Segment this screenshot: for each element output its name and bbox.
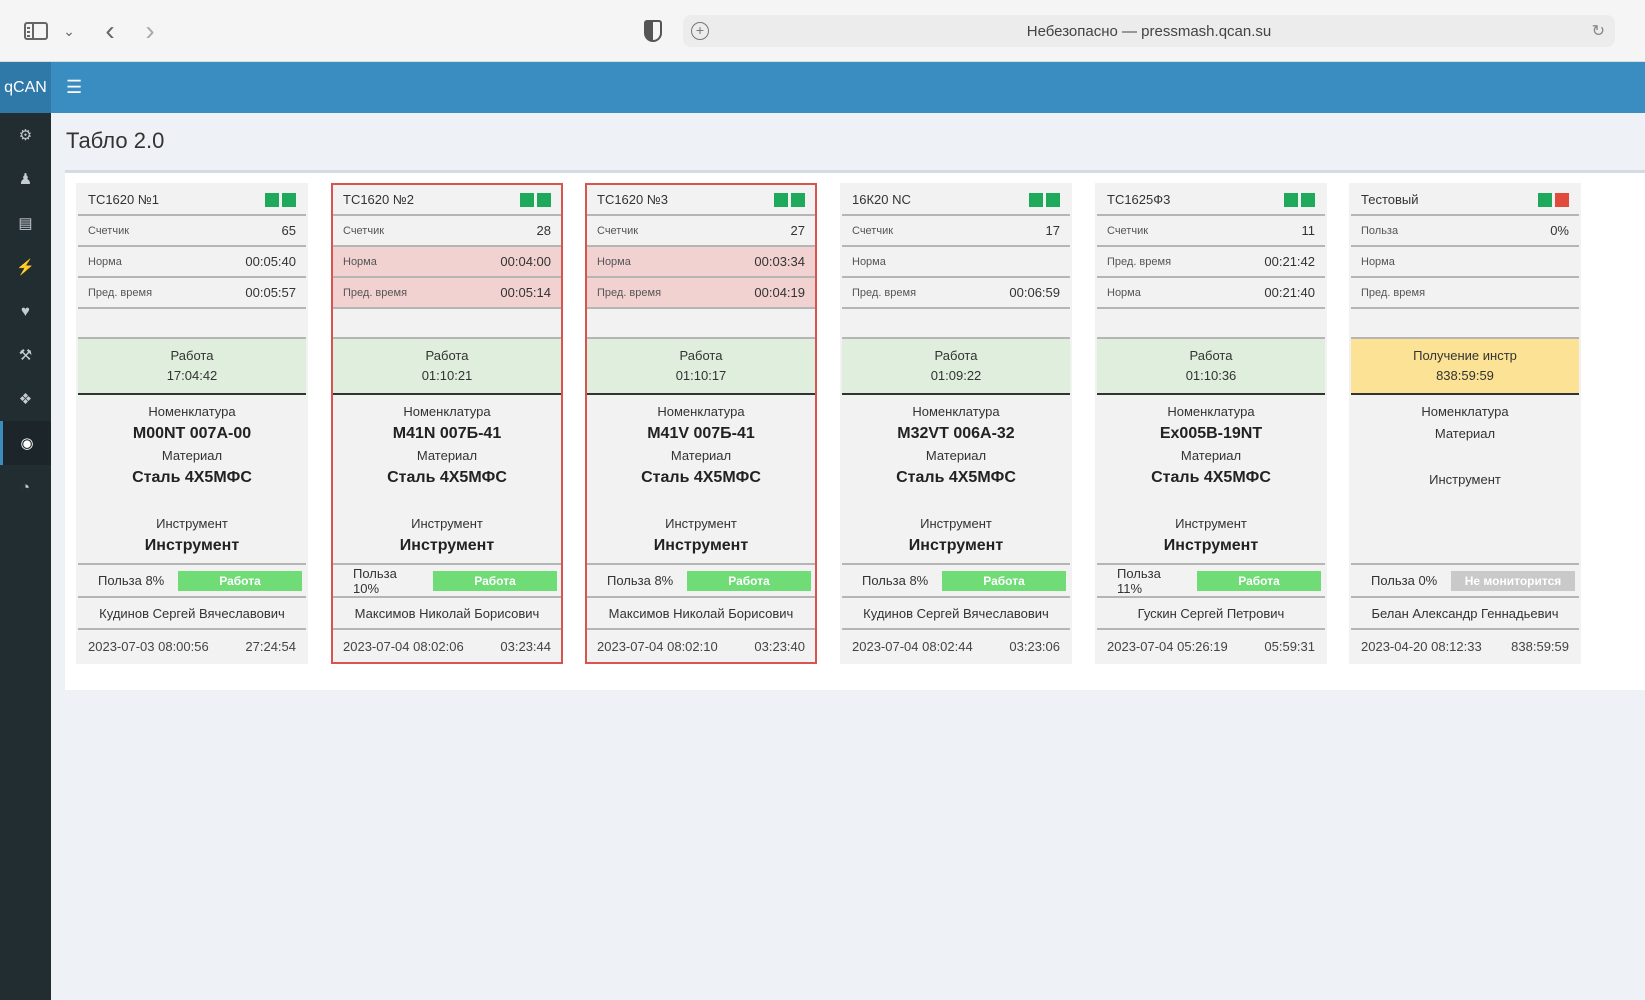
- status-led: [774, 193, 788, 207]
- machine-name: ТС1620 №2: [343, 192, 415, 207]
- metric-label: Счетчик: [1107, 224, 1149, 237]
- metric-label: Счетчик: [88, 224, 130, 237]
- material-label: Материал: [1180, 448, 1242, 463]
- state-block: [333, 339, 561, 395]
- usage-percent: Польза 0%: [1371, 573, 1438, 588]
- privacy-shield-icon[interactable]: [640, 18, 666, 44]
- state-label: Получение инстр: [1413, 348, 1517, 363]
- state-label: Работа: [170, 348, 214, 363]
- metric-row: [1351, 216, 1579, 247]
- card-footer: [78, 630, 306, 662]
- status-leds: [520, 193, 551, 207]
- usage-percent: Польза 10%: [353, 565, 397, 596]
- nomenclature-value: M00NT 007A-00: [132, 425, 252, 442]
- status-led: [537, 193, 551, 207]
- sidebar-toggle-icon[interactable]: [22, 18, 50, 44]
- plug-icon[interactable]: ⚡: [16, 259, 35, 276]
- page-title: Табло 2.0: [66, 128, 165, 153]
- browser-toolbar: [0, 0, 1645, 62]
- metric-row: [1351, 247, 1579, 278]
- back-arrow-icon[interactable]: ‹: [105, 15, 115, 46]
- machine-card[interactable]: [1349, 183, 1581, 664]
- machine-name: Тестовый: [1361, 192, 1419, 207]
- metric-label: Пред. время: [597, 286, 662, 299]
- metric-value: 17: [1045, 223, 1060, 238]
- status-leds: [1029, 193, 1060, 207]
- card-header: [842, 185, 1070, 216]
- state-time: 01:09:22: [930, 368, 982, 383]
- spacer-row: [78, 309, 306, 339]
- duration: 03:23:40: [754, 638, 805, 654]
- spacer-row: [587, 309, 815, 339]
- nomenclature-value: M41N 007Б-41: [392, 425, 502, 442]
- tool-label: Инструмент: [920, 516, 992, 531]
- nomenclature-label: Номенклатура: [1421, 404, 1509, 419]
- status-leds: [265, 193, 296, 207]
- spacer-row: [333, 309, 561, 339]
- start-time: 2023-07-03 08:00:56: [88, 638, 209, 654]
- material-label: Материал: [925, 448, 987, 463]
- status-badge: Работа: [942, 571, 1066, 591]
- metric-value: 00:05:40: [245, 254, 296, 269]
- status-leds: [774, 193, 805, 207]
- tool-value: Инструмент: [399, 537, 495, 554]
- machine-name: ТС1620 №1: [88, 192, 160, 207]
- metric-row: [587, 247, 815, 278]
- material-value: Сталь 4Х5МФС: [1151, 469, 1271, 486]
- metric-label: Польза: [1361, 224, 1399, 237]
- material-value: Сталь 4Х5МФС: [896, 469, 1016, 486]
- metric-row: [78, 247, 306, 278]
- machine-name: ТС1625Ф3: [1107, 192, 1171, 207]
- machine-name: ТС1620 №3: [597, 192, 669, 207]
- material-label: Материал: [416, 448, 478, 463]
- operator-name: Максимов Николай Борисович: [587, 598, 815, 630]
- site-settings-icon[interactable]: +: [691, 22, 709, 40]
- pie-chart-icon[interactable]: ◔: [20, 478, 31, 496]
- metric-label: Пред. время: [88, 286, 153, 299]
- card-header: [1097, 185, 1325, 216]
- machine-card[interactable]: [840, 183, 1072, 664]
- nomenclature-value: M41V 007Б-41: [647, 425, 755, 442]
- usage-row: [587, 565, 815, 598]
- metric-value: 00:21:40: [1264, 285, 1315, 300]
- metric-label: Счетчик: [852, 224, 894, 237]
- operator-name: Кудинов Сергей Вячеславович: [78, 598, 306, 630]
- status-led: [520, 193, 534, 207]
- metric-label: Счетчик: [343, 224, 385, 237]
- card-footer: [1097, 630, 1325, 662]
- status-led: [1301, 193, 1315, 207]
- tool-value: Инструмент: [908, 537, 1004, 554]
- metric-row: [1097, 247, 1325, 278]
- url-text: Небезопасно — pressmash.qcan.su: [1026, 22, 1272, 40]
- material-value: Сталь 4Х5МФС: [641, 469, 761, 486]
- state-time: 01:10:21: [421, 368, 473, 383]
- operator-name: Белан Александр Геннадьевич: [1351, 598, 1579, 630]
- nomenclature-value: M32VT 006A-32: [897, 425, 1015, 442]
- details-block: [842, 395, 1070, 565]
- status-badge: Работа: [178, 571, 302, 591]
- metric-value: 11: [1301, 223, 1315, 238]
- tool-value: Инструмент: [653, 537, 749, 554]
- metric-value: 00:04:19: [754, 285, 805, 300]
- state-block: [1351, 339, 1579, 395]
- metric-label: Норма: [343, 255, 377, 268]
- status-leds: [1284, 193, 1315, 207]
- tool-label: Инструмент: [156, 516, 228, 531]
- start-time: 2023-07-04 08:02:44: [852, 638, 973, 654]
- address-bar[interactable]: [683, 15, 1615, 47]
- machine-name: 16К20 NC: [852, 192, 911, 207]
- metric-value: 00:05:57: [245, 285, 296, 300]
- machine-card[interactable]: [331, 183, 563, 664]
- usage-percent: Польза 8%: [862, 573, 929, 588]
- state-time: 17:04:42: [166, 368, 218, 383]
- state-block: [78, 339, 306, 395]
- state-time: 01:10:36: [1185, 368, 1237, 383]
- metric-row: [1097, 278, 1325, 309]
- usage-percent: Польза 11%: [1117, 565, 1161, 596]
- card-header: [1351, 185, 1579, 216]
- tool-label: Инструмент: [411, 516, 483, 531]
- nomenclature-label: Номенклатура: [912, 404, 1000, 419]
- metric-row: [587, 278, 815, 309]
- metric-row: [842, 216, 1070, 247]
- metric-row: [842, 278, 1070, 309]
- metric-row: [1351, 278, 1579, 309]
- status-badge: Работа: [687, 571, 811, 591]
- status-leds: [1538, 193, 1569, 207]
- duration: 838:59:59: [1511, 638, 1569, 654]
- app-header: [0, 62, 1645, 113]
- status-led: [265, 193, 279, 207]
- metric-label: Норма: [852, 255, 886, 268]
- operator-name: Гускин Сергей Петрович: [1097, 598, 1325, 630]
- usage-percent: Польза 8%: [98, 573, 165, 588]
- status-led: [282, 193, 296, 207]
- card-header: [78, 185, 306, 216]
- operator-name: Максимов Николай Борисович: [333, 598, 561, 630]
- metric-value: 00:21:42: [1264, 254, 1315, 269]
- details-block: [1097, 395, 1325, 565]
- material-value: Сталь 4Х5МФС: [132, 469, 252, 486]
- metric-label: Пред. время: [852, 286, 917, 299]
- menu-icon[interactable]: ☰: [66, 77, 83, 97]
- operator-name: Кудинов Сергей Вячеславович: [842, 598, 1070, 630]
- status-badge: Не мониторится: [1451, 571, 1575, 591]
- metric-label: Пред. время: [1107, 255, 1172, 268]
- duration: 05:59:31: [1264, 638, 1315, 654]
- details-block: [78, 395, 306, 565]
- users-icon[interactable]: ♟: [18, 171, 33, 188]
- metric-label: Норма: [1107, 286, 1141, 299]
- nomenclature-label: Номенклатура: [148, 404, 236, 419]
- state-time: 01:10:17: [675, 368, 727, 383]
- duration: 27:24:54: [245, 638, 296, 654]
- brand-logo[interactable]: qCAN: [0, 62, 51, 113]
- details-block: [587, 395, 815, 565]
- metric-row: [78, 278, 306, 309]
- state-block: [842, 339, 1070, 395]
- nomenclature-label: Номенклатура: [403, 404, 491, 419]
- status-led: [1555, 193, 1569, 207]
- metric-label: Норма: [597, 255, 631, 268]
- tool-label: Инструмент: [665, 516, 737, 531]
- details-block: [1351, 395, 1579, 565]
- duration: 03:23:44: [500, 638, 551, 654]
- tool-value: Инструмент: [1163, 537, 1259, 554]
- state-label: Работа: [934, 348, 978, 363]
- metric-row: [78, 216, 306, 247]
- material-label: Материал: [161, 448, 223, 463]
- metric-value: 28: [536, 223, 551, 238]
- state-block: [1097, 339, 1325, 395]
- status-led: [1029, 193, 1043, 207]
- metric-value: 00:03:34: [754, 254, 805, 269]
- material-label: Материал: [670, 448, 732, 463]
- sidebar: [0, 113, 51, 1000]
- usage-row: [333, 565, 561, 598]
- card-footer: [333, 630, 561, 662]
- state-time: 838:59:59: [1436, 368, 1494, 383]
- material-label: Материал: [1434, 426, 1496, 441]
- usage-row: [1097, 565, 1325, 598]
- machine-card[interactable]: [1095, 183, 1327, 664]
- usage-row: [1351, 565, 1579, 598]
- metric-row: [333, 216, 561, 247]
- state-label: Работа: [1189, 348, 1233, 363]
- start-time: 2023-07-04 08:02:10: [597, 638, 718, 654]
- gear-icon[interactable]: ⚙: [18, 127, 33, 144]
- status-led: [1538, 193, 1552, 207]
- forward-arrow-icon[interactable]: ›: [145, 15, 155, 46]
- machine-card[interactable]: [76, 183, 308, 664]
- tool-label: Инструмент: [1175, 516, 1247, 531]
- tool-label: Инструмент: [1429, 472, 1501, 487]
- wrench-icon[interactable]: ⚒: [18, 347, 33, 364]
- status-led: [1284, 193, 1298, 207]
- nomenclature-value: Ex005B-19NT: [1159, 425, 1263, 442]
- details-block: [333, 395, 561, 565]
- status-badge: Работа: [433, 571, 557, 591]
- usage-percent: Польза 8%: [607, 573, 674, 588]
- start-time: 2023-07-04 08:02:06: [343, 638, 464, 654]
- chevron-down-icon[interactable]: ⌄: [63, 22, 75, 39]
- eye-icon[interactable]: ◉: [0, 421, 51, 465]
- metric-label: Счетчик: [597, 224, 639, 237]
- metric-row: [1097, 216, 1325, 247]
- status-led: [1046, 193, 1060, 207]
- card-footer: [587, 630, 815, 662]
- metric-value: 0%: [1550, 223, 1569, 238]
- material-value: Сталь 4Х5МФС: [387, 469, 507, 486]
- card-header: [587, 185, 815, 216]
- state-label: Работа: [679, 348, 723, 363]
- document-icon[interactable]: ▤: [18, 215, 33, 232]
- duration: 03:23:06: [1009, 638, 1060, 654]
- tool-value: Инструмент: [144, 537, 240, 554]
- metric-value: 00:04:00: [500, 254, 551, 269]
- state-label: Работа: [425, 348, 469, 363]
- metric-value: 27: [790, 223, 805, 238]
- spacer-row: [842, 309, 1070, 339]
- spacer-row: [1351, 309, 1579, 339]
- status-badge: Работа: [1197, 571, 1321, 591]
- metric-label: Норма: [88, 255, 122, 268]
- metric-value: 65: [281, 223, 296, 238]
- card-header: [333, 185, 561, 216]
- card-footer: [1351, 630, 1579, 662]
- metric-label: Пред. время: [343, 286, 408, 299]
- metric-value: 00:06:59: [1009, 285, 1060, 300]
- start-time: 2023-07-04 05:26:19: [1107, 638, 1228, 654]
- cubes-icon[interactable]: ❖: [18, 391, 33, 408]
- reload-icon[interactable]: ↻: [1591, 23, 1605, 40]
- metric-label: Пред. время: [1361, 286, 1426, 299]
- card-footer: [842, 630, 1070, 662]
- metric-value: 00:05:14: [500, 285, 551, 300]
- metric-row: [333, 247, 561, 278]
- nomenclature-label: Номенклатура: [1167, 404, 1255, 419]
- usage-row: [842, 565, 1070, 598]
- status-led: [791, 193, 805, 207]
- usage-row: [78, 565, 306, 598]
- spacer-row: [1097, 309, 1325, 339]
- metric-row: [333, 278, 561, 309]
- metric-row: [842, 247, 1070, 278]
- start-time: 2023-04-20 08:12:33: [1361, 638, 1482, 654]
- state-block: [587, 339, 815, 395]
- metric-row: [587, 216, 815, 247]
- nomenclature-label: Номенклатура: [657, 404, 745, 419]
- heartbeat-icon[interactable]: ♥: [21, 302, 30, 320]
- machine-card[interactable]: [585, 183, 817, 664]
- metric-label: Норма: [1361, 255, 1395, 268]
